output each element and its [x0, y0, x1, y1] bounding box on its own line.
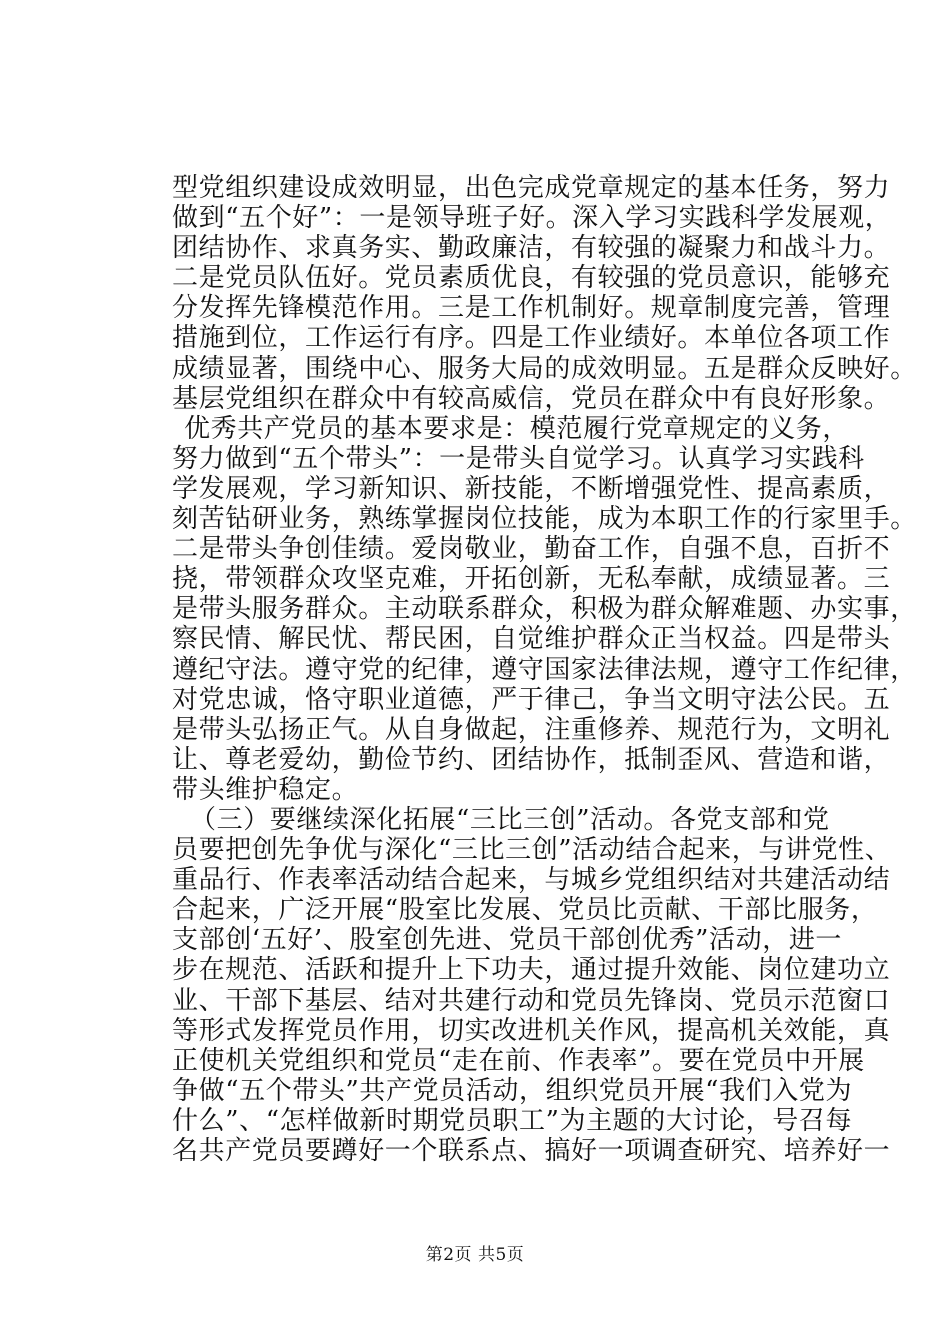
- text-line: 二是党员队伍好。党员素质优良，有较强的党员意识，能够充: [172, 263, 891, 294]
- text-line: 基层党组织在群众中有较高威信，党员在群众中有良好形象。: [172, 383, 891, 414]
- text-line: 让、尊老爱幼，勤俭节约、团结协作，抵制歪风、营造和谐，: [172, 744, 891, 775]
- text-line: 成绩显著，围绕中心、服务大局的成效明显。五是群众反映好。: [172, 353, 917, 384]
- text-line: 重品行、作表率活动结合起来，与城乡党组织结对共建活动结: [172, 865, 891, 896]
- text-line: 二是带头争创佳绩。爱岗敬业，勤奋工作，自强不息，百折不: [172, 534, 891, 565]
- text-line: 是带头服务群众。主动联系群众，积极为群众解难题、办实事，: [172, 594, 917, 625]
- document-body: [172, 173, 917, 1166]
- text-line: 型党组织建设成效明显，出色完成党章规定的基本任务，努力: [172, 173, 891, 203]
- text-line: 刻苦钻研业务，熟练掌握岗位技能，成为本职工作的行家里手。: [172, 504, 917, 535]
- text-line: 措施到位，工作运行有序。四是工作业绩好。本单位各项工作: [172, 323, 891, 354]
- text-line: 做到“五个好”：一是领导班子好。深入学习实践科学发展观，: [172, 203, 892, 234]
- text-line: 团结协作、求真务实、勤政廉洁，有较强的凝聚力和战斗力。: [172, 233, 891, 264]
- text-line: 正使机关党组织和党员“走在前、作表率”。要在党员中开展: [172, 1045, 865, 1076]
- text-line: 带头维护稳定。: [172, 774, 359, 805]
- text-line: 学发展观，学习新知识、新技能，不断增强党性、提高素质，: [172, 473, 891, 504]
- text-line: 员要把创先争优与深化“三比三创”活动结合起来，与讲党性、: [172, 835, 892, 866]
- text-line: 争做“五个带头”共产党员活动，组织党员开展“我们入党为: [172, 1075, 853, 1106]
- page-number-footer: 第2页 共5页: [425, 1245, 525, 1265]
- paragraph-start-line: 优秀共产党员的基本要求是：模范履行党章规定的义务，: [184, 413, 850, 444]
- text-line: 等形式发挥党员作用，切实改进机关作风，提高机关效能，真: [172, 1015, 891, 1046]
- text-line: 步在规范、活跃和提升上下功夫，通过提升效能、岗位建功立: [172, 955, 891, 986]
- text-line: 合起来，广泛开展“股室比发展、党员比贡献、干部比服务，: [172, 895, 878, 926]
- text-line: 支部创‘五好’、股室创先进、党员干部创优秀”活动，进一: [172, 925, 843, 956]
- text-line: 分发挥先锋模范作用。三是工作机制好。规章制度完善，管理: [172, 293, 891, 324]
- text-line: 察民情、解民忧、帮民困，自觉维护群众正当权益。四是带头: [172, 624, 891, 655]
- text-line: 是带头弘扬正气。从自身做起，注重修养、规范行为，文明礼: [172, 714, 891, 745]
- text-line: 业、干部下基层、结对共建行动和党员先锋岗、党员示范窗口: [172, 985, 891, 1016]
- text-line: 挠，带领群众攻坚克难，开拓创新，无私奉献，成绩显著。三: [172, 564, 891, 595]
- text-line: 什么”、“怎样做新时期党员职工”为主题的大讨论，号召每: [172, 1105, 853, 1136]
- text-line: 遵纪守法。遵守党的纪律，遵守国家法律法规，遵守工作纪律，: [172, 654, 917, 685]
- text-line: 名共产党员要蹲好一个联系点、搞好一项调查研究、培养好一: [172, 1136, 891, 1166]
- text-line: 对党忠诚，恪守职业道德，严于律己，争当文明守法公民。五: [172, 684, 891, 715]
- text-line: 努力做到“五个带头”：一是带头自觉学习。认真学习实践科: [172, 443, 865, 474]
- section-heading-line: （三）要继续深化拓展“三比三创”活动。各党支部和党: [190, 804, 830, 835]
